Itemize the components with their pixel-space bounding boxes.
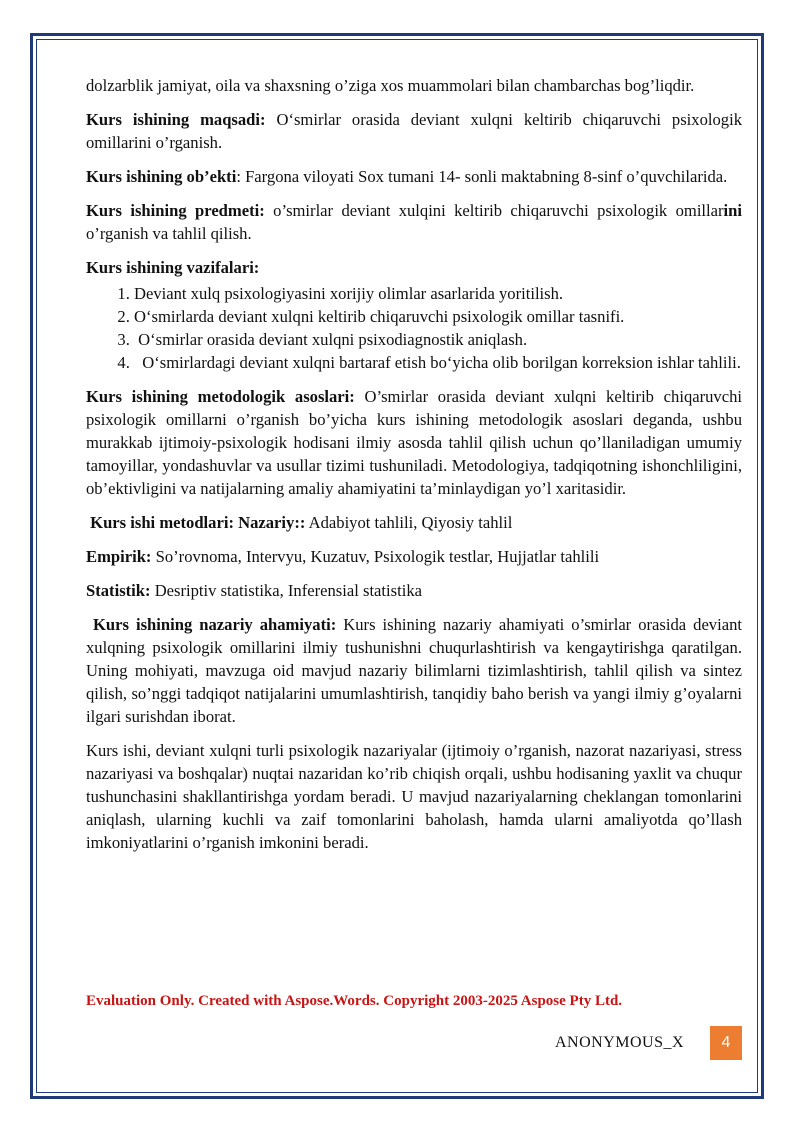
tasks-list xyxy=(86,282,742,374)
footer-author: ANONYMOUS_X xyxy=(555,1034,685,1051)
page-number-badge: 4 xyxy=(710,1026,742,1060)
methodology-text: O’smirlar orasida deviant xulqni keltirib chiqaruvchi psixologik omillarni o’rganish bo’yicha kurs ishining metodologik asoslari deganda, ushbu murakkab ijtimoiy-psixologik hodisani ilmiy asosda tahlil qilish uchun qo’llaniladigan umumiy tamoyillar, yondashuvlar va usullar tizimi tushuniladi. Metodologiya, tadqiqotning ishonchliligini, ob’ektivligini va natijalarning amaliy ahamiyatini ta’minlaydigan yo’l xaritasidir. xyxy=(86,387,742,498)
object-paragraph xyxy=(86,165,742,188)
task-item: 3. O‘smirlar orasida deviant xulqni psixodiagnostik aniqlash. xyxy=(134,328,742,351)
last-paragraph: Kurs ishi, deviant xulqni turli psixologik nazariyalar (ijtimoiy o’rganish, nazorat nazariyasi, stress nazariyasi va boshqalar) nuqtai nazaridan ko’rib chiqish orqali, ushbu hodisaning yaxlit va chuqur tushunchasini shakllantirishga yordam beradi. U mavjud nazariyalarning cheklangan tomonlarini aniqlash, ularning kuchli va zaif tomonlarini baholash, hamda ularni amaliyotda qo’llash imkoniyatlarini o’rganish imkonini beradi. xyxy=(86,741,742,852)
methodology-label: Kurs ishining metodologik asoslari: xyxy=(86,387,355,406)
methods-label: Kurs ishi metodlari: Nazariy:: xyxy=(86,513,306,532)
theoretical-paragraph xyxy=(86,613,742,728)
methodology-paragraph xyxy=(86,385,742,500)
methods-paragraph xyxy=(86,511,742,534)
object-label: Kurs ishining ob’ekti xyxy=(86,167,237,186)
subject-label: Kurs ishining predmeti: xyxy=(86,201,265,220)
task-item: 4. O‘smirlardagi deviant xulqni bartaraf etish bo‘yicha olib borilgan korreksion ishlar tahlili. xyxy=(134,351,742,374)
subject-text-bold: ini xyxy=(723,201,742,220)
subject-text-end: o’rganish va tahlil qilish. xyxy=(86,224,252,243)
theoretical-text: Kurs ishining nazariy ahamiyati o’smirlar orasida deviant xulqning psixologik omillarini ilmiy tushunishni chuqurlashtirish va kengaytirishga qaratilgan. Uning mohiyati, mavzuga oid mavjud nazariy bilimlarni tizimlashtirish, tahlil qilish va sintez qilish, so’nggi tadqiqot natijalarini umumlashtirish, tanqidiy baho berish va yangi ilmiy g’oyalarni ilgari surishdan iborat. xyxy=(86,615,742,726)
empirical-text: So’rovnoma, Intervyu, Kuzatuv, Psixologik testlar, Hujjatlar tahlili xyxy=(151,547,600,566)
task-item: 1. Deviant xulq psixologiyasini xorijiy olimlar asarlarida yoritilish. xyxy=(134,282,742,305)
evaluation-notice: Evaluation Only. Created with Aspose.Words. Copyright 2003-2025 Aspose Pty Ltd. xyxy=(86,993,623,1009)
goal-label: Kurs ishining maqsadi: xyxy=(86,110,266,129)
methods-text: Adabiyot tahlili, Qiyosiy tahlil xyxy=(305,513,513,532)
subject-paragraph xyxy=(86,199,742,245)
tasks-heading-paragraph xyxy=(86,256,742,279)
subject-text: o’smirlar deviant xulqini keltirib chiqaruvchi psixologik omillar xyxy=(264,201,724,220)
statistical-paragraph xyxy=(86,579,742,602)
statistical-text: Desriptiv statistika, Inferensial statistika xyxy=(150,581,422,600)
goal-paragraph xyxy=(86,108,742,154)
document-body xyxy=(86,74,742,865)
task-item: 2. O‘smirlarda deviant xulqni keltirib chiqaruvchi psixologik omillar tasnifi. xyxy=(134,305,742,328)
theoretical-label: Kurs ishining nazariy ahamiyati: xyxy=(86,615,337,634)
tasks-label: Kurs ishining vazifalari: xyxy=(86,258,260,277)
statistical-label: Statistik: xyxy=(86,581,151,600)
empirical-paragraph xyxy=(86,545,742,568)
goal-text: O‘smirlar orasida deviant xulqni keltirib chiqaruvchi psixologik omillarini o’rganish. xyxy=(86,110,742,152)
object-text: : Fargona viloyati Sox tumani 14- sonli maktabning 8-sinf o’quvchilarida. xyxy=(236,167,728,186)
intro-paragraph: dolzarblik jamiyat, oila va shaxsning o’ziga xos muammolari bilan chambarchas bog’liqdir. xyxy=(86,76,695,95)
empirical-label: Empirik: xyxy=(86,547,152,566)
